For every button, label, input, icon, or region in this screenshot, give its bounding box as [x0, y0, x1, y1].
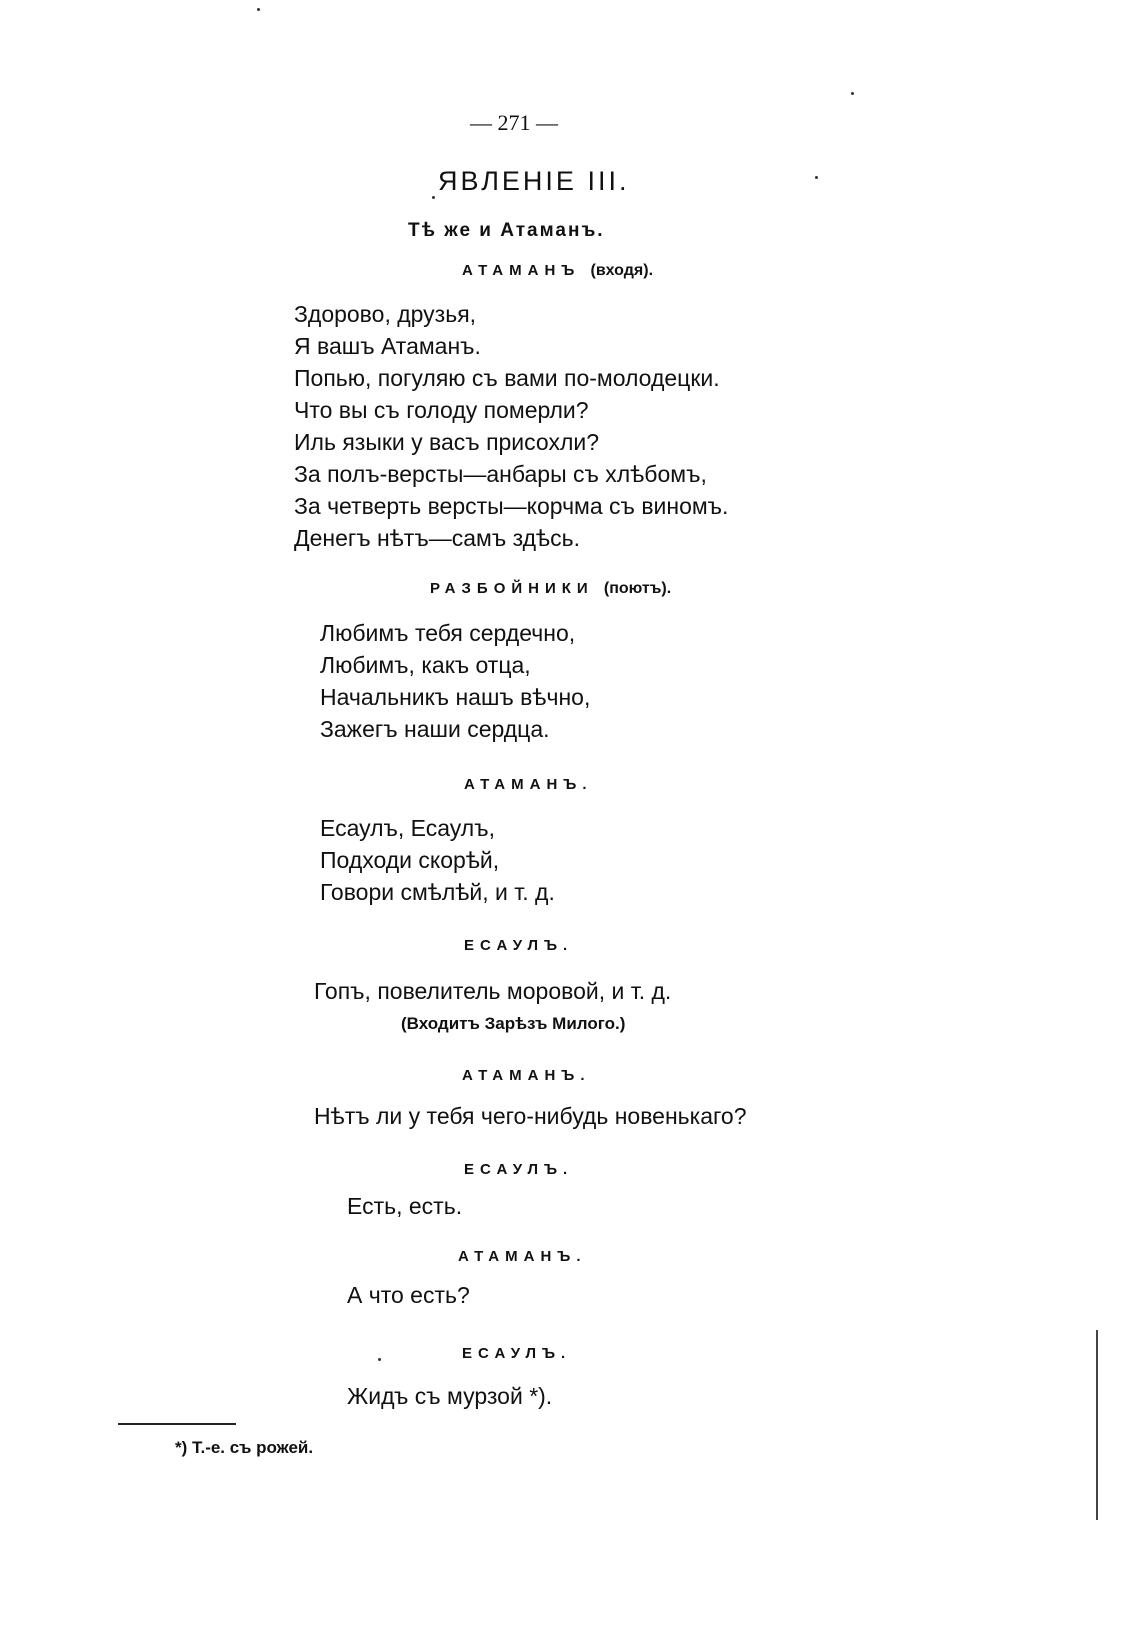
verse-stanza	[320, 812, 555, 908]
verse-stanza	[347, 1380, 552, 1412]
page-number: — 271 —	[470, 110, 558, 135]
verse-stanza	[314, 1100, 747, 1132]
speaker-name: АТАМАНЪ.	[458, 1248, 587, 1265]
speaker-heading	[462, 262, 653, 280]
verse-stanza	[347, 1279, 470, 1311]
scan-speck	[257, 8, 260, 11]
verse-line: За полъ-версты—анбары съ хлѣбомъ,	[294, 461, 707, 487]
verse-line: Начальникъ нашъ вѣчно,	[320, 684, 591, 710]
verse-line: Гопъ, повелитель моровой, и т. д.	[314, 978, 672, 1004]
speaker-name: ЕСАУЛЪ.	[464, 937, 574, 954]
footnote-rule	[118, 1423, 236, 1425]
speaker-direction: (входя).	[590, 262, 654, 279]
verse-line: Зажегъ наши сердца.	[320, 716, 550, 742]
speaker-heading	[430, 580, 671, 598]
verse-line: Подходи скорѣй,	[320, 847, 500, 873]
speaker-heading	[464, 1161, 573, 1178]
verse-line: А что есть?	[347, 1282, 470, 1308]
verse-line: Попью, погуляю съ вами по-молодецки.	[294, 365, 720, 391]
verse-line: Нѣтъ ли у тебя чего-нибудь новенькаго?	[314, 1103, 747, 1129]
verse-line: Есаулъ, Есаулъ,	[320, 815, 495, 841]
verse-line: Жидъ съ мурзой *).	[347, 1383, 553, 1409]
speaker-name: ЕСАУЛЪ.	[462, 1345, 572, 1362]
scan-speck	[378, 1358, 381, 1361]
scan-speck	[815, 176, 818, 179]
speaker-heading	[458, 1248, 587, 1265]
verse-stanza	[320, 617, 590, 745]
speaker-name: АТАМАНЪ.	[464, 776, 593, 793]
verse-stanza	[294, 298, 728, 554]
speaker-direction: (поютъ).	[603, 580, 672, 597]
scan-margin-line	[1096, 1330, 1098, 1520]
verse-line: Что вы съ голоду померли?	[294, 397, 589, 423]
verse-stanza	[314, 975, 671, 1007]
footnote: *) Т.-е. съ рожей.	[175, 1438, 314, 1457]
speaker-heading	[462, 1067, 591, 1084]
verse-stanza	[347, 1190, 462, 1222]
verse-line: За четверть версты—корчма съ виномъ.	[294, 493, 729, 519]
verse-line: Любимъ, какъ отца,	[320, 652, 531, 678]
scene-title: ЯВЛЕНІЕ III.	[438, 166, 630, 196]
speaker-heading	[462, 1345, 571, 1362]
scan-speck	[851, 92, 854, 95]
stage-direction: (Входитъ Зарѣзъ Милого.)	[401, 1014, 626, 1033]
verse-line: Денегъ нѣтъ—самъ здѣсь.	[294, 525, 581, 551]
verse-line: Говори смѣлѣй, и т. д.	[320, 879, 555, 905]
verse-line: Здорово, друзья,	[294, 301, 477, 327]
speaker-heading	[464, 776, 593, 793]
speaker-heading	[464, 937, 573, 954]
speaker-name: АТАМАНЪ	[462, 262, 581, 279]
verse-line: Есть, есть.	[347, 1193, 463, 1219]
verse-line: Я вашъ Атаманъ.	[294, 333, 481, 359]
verse-line: Иль языки у васъ присохли?	[294, 429, 600, 455]
scan-speck	[432, 196, 435, 199]
speaker-name: РАЗБОЙНИКИ	[430, 580, 594, 597]
speaker-name: АТАМАНЪ.	[462, 1067, 591, 1084]
scene-persons: Тѣ же и Атаманъ.	[408, 220, 605, 241]
speaker-name: ЕСАУЛЪ.	[464, 1161, 574, 1178]
verse-line: Любимъ тебя сердечно,	[320, 620, 576, 646]
